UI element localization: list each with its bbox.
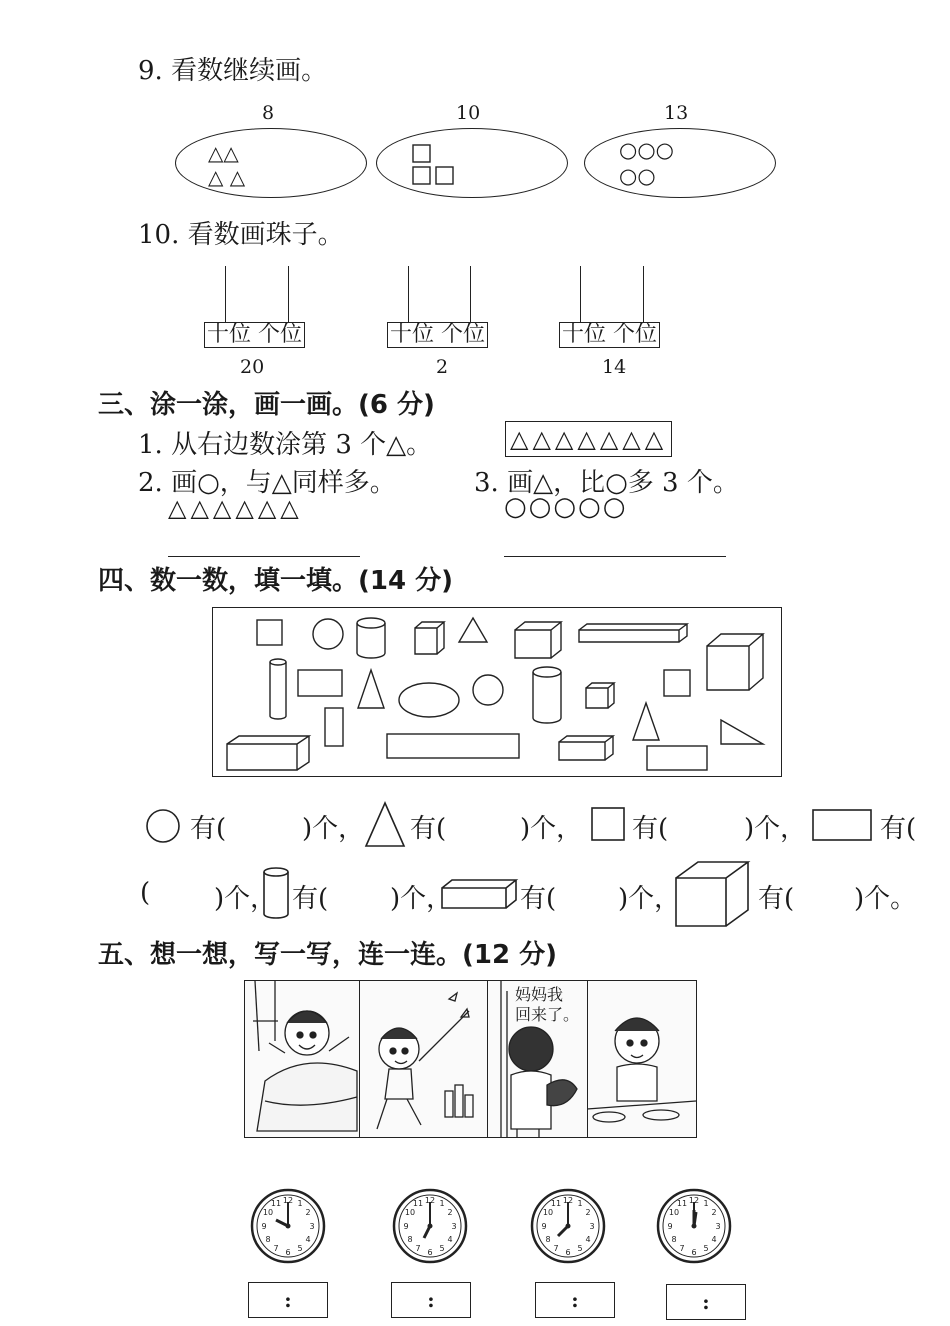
svg-text:11: 11 [676, 1199, 688, 1208]
square-count-blank[interactable] [674, 808, 744, 842]
svg-text:5: 5 [703, 1244, 709, 1253]
svg-text:3: 3 [589, 1222, 595, 1231]
svg-text:1: 1 [703, 1199, 709, 1208]
triangle-count-blank[interactable] [452, 808, 520, 842]
q9-squares-icon [411, 143, 461, 187]
q9-ellipse-2[interactable] [376, 128, 568, 198]
comic-panel-wake-up[interactable] [245, 981, 360, 1137]
svg-text:6: 6 [427, 1248, 433, 1257]
section3-item1: 1. 从右边数涂第 3 个△。 [138, 430, 433, 460]
svg-text:11: 11 [270, 1199, 282, 1208]
svg-text:7: 7 [679, 1244, 685, 1253]
svg-text:4: 4 [585, 1235, 591, 1244]
cuboid-shape-icon [440, 878, 520, 910]
svg-text:8: 8 [407, 1235, 413, 1244]
abacus-1-number: 20 [240, 356, 265, 378]
svg-text:3: 3 [309, 1222, 315, 1231]
time-answer-box-3[interactable]: : [535, 1282, 615, 1318]
svg-text:7: 7 [553, 1244, 559, 1253]
cuboid-count-prefix: 有( [520, 884, 557, 914]
rectangle-count-suffix: )个， [214, 884, 277, 914]
cylinder-count-suffix: )个， [390, 884, 453, 914]
svg-text:6: 6 [565, 1248, 571, 1257]
time-answer-box-1[interactable]: : [248, 1282, 328, 1318]
q9-ellipse-1[interactable] [175, 128, 367, 198]
q10-title: 10. 看数画珠子。 [138, 220, 344, 250]
q9-ellipse-3[interactable] [584, 128, 776, 198]
abacus-3-tens-rod[interactable] [580, 266, 581, 322]
circle-count-blank[interactable] [232, 808, 302, 842]
triangle-shape-icon [364, 800, 406, 848]
abacus-3-number: 14 [602, 356, 627, 378]
rectangle-count-blank[interactable] [156, 878, 214, 912]
circle-count-prefix: 有( [190, 814, 227, 844]
abacus-3-place-label: 十位 个位 [559, 322, 660, 348]
svg-text:2: 2 [585, 1208, 591, 1217]
cube-shape-icon [674, 860, 752, 928]
section3-triangle-box[interactable]: △△△△△△△ [505, 421, 672, 457]
rectangle-shape-icon [811, 808, 873, 842]
boy-walking-icon [359, 981, 487, 1137]
svg-text:5: 5 [577, 1244, 583, 1253]
svg-text:5: 5 [297, 1244, 303, 1253]
svg-text:12: 12 [688, 1196, 700, 1205]
svg-text:12: 12 [282, 1196, 294, 1205]
abacus-2-place-label: 十位 个位 [387, 322, 488, 348]
svg-text:10: 10 [404, 1208, 416, 1217]
cylinder-shape-icon [262, 866, 290, 920]
svg-text:8: 8 [671, 1235, 677, 1244]
abacus-1-ones-rod[interactable] [288, 266, 289, 322]
section5-title: 五、想一想，写一写，连一连。(12 分) [98, 940, 557, 970]
svg-text:4: 4 [447, 1235, 453, 1244]
svg-text:9: 9 [403, 1222, 409, 1231]
q9-number-1: 8 [262, 102, 275, 124]
abacus-2-ones-rod[interactable] [470, 266, 471, 322]
svg-text:9: 9 [261, 1222, 267, 1231]
svg-text:1: 1 [439, 1199, 445, 1208]
svg-text:5: 5 [439, 1244, 445, 1253]
svg-text:12: 12 [562, 1196, 574, 1205]
svg-text:4: 4 [305, 1235, 311, 1244]
comic-panel-home[interactable] [487, 981, 588, 1137]
svg-text:4: 4 [711, 1235, 717, 1244]
svg-text:10: 10 [262, 1208, 274, 1217]
svg-text:2: 2 [447, 1208, 453, 1217]
svg-text:1: 1 [577, 1199, 583, 1208]
rectangle-count-open: ( [140, 878, 151, 908]
shapes-picture-frame [212, 607, 782, 777]
circle-count-suffix: )个， [302, 814, 365, 844]
comic-panel-eating[interactable] [587, 981, 696, 1137]
svg-text:1: 1 [297, 1199, 303, 1208]
svg-text:11: 11 [412, 1199, 424, 1208]
svg-text:2: 2 [305, 1208, 311, 1217]
svg-text:3: 3 [715, 1222, 721, 1231]
svg-text:6: 6 [285, 1248, 291, 1257]
svg-text:10: 10 [668, 1208, 680, 1217]
svg-text:7: 7 [273, 1244, 279, 1253]
section3-title: 三、涂一涂，画一画。(6 分) [98, 390, 435, 420]
section3-answer-line-2[interactable] [504, 556, 726, 557]
cuboid-count-suffix: )个， [618, 884, 681, 914]
clock-4-icon [656, 1188, 732, 1264]
svg-text:12: 12 [424, 1196, 436, 1205]
q9-number-3: 13 [664, 102, 689, 124]
cuboid-count-blank[interactable] [562, 878, 618, 912]
boy-eating-icon [587, 981, 696, 1137]
section3-item3-circles: ○○○○○ [504, 492, 628, 522]
time-answer-box-2[interactable]: : [391, 1282, 471, 1318]
cylinder-count-prefix: 有( [292, 884, 329, 914]
speech-bubble-text: 妈妈我 回来了。 [515, 985, 580, 1024]
svg-text:9: 9 [667, 1222, 673, 1231]
cylinder-count-blank[interactable] [334, 878, 390, 912]
clock-1-icon [250, 1188, 326, 1264]
comic-panel-school[interactable] [359, 981, 488, 1137]
section4-title: 四、数一数，填一填。(14 分) [98, 566, 453, 596]
triangle-count-prefix: 有( [410, 814, 447, 844]
cube-count-blank[interactable] [800, 878, 854, 912]
svg-text:10: 10 [542, 1208, 554, 1217]
svg-text:8: 8 [265, 1235, 271, 1244]
section3-item2: 2. 画○，与△同样多。 [138, 468, 396, 498]
svg-text:9: 9 [541, 1222, 547, 1231]
svg-text:8: 8 [545, 1235, 551, 1244]
abacus-1-place-label: 十位 个位 [204, 322, 305, 348]
q9-circles: ○○○ ○○ [619, 138, 674, 188]
cube-count-prefix: 有( [758, 884, 795, 914]
svg-text:7: 7 [415, 1244, 421, 1253]
boy-waking-up-icon [245, 981, 359, 1137]
svg-text:11: 11 [550, 1199, 562, 1208]
svg-text:6: 6 [691, 1248, 697, 1257]
q9-number-2: 10 [456, 102, 481, 124]
comic-strip [244, 980, 697, 1138]
clock-3-icon [530, 1188, 606, 1264]
mixed-shapes-icon [213, 608, 781, 776]
circle-shape-icon [145, 808, 181, 844]
q9-triangles: △△ △ △ [208, 141, 246, 189]
square-count-suffix: )个， [744, 814, 807, 844]
clock-2-icon [392, 1188, 468, 1264]
svg-text:3: 3 [451, 1222, 457, 1231]
cube-count-suffix: )个。 [854, 884, 917, 914]
section3-item3: 3. 画△，比○多 3 个。 [474, 468, 739, 498]
square-shape-icon [590, 806, 626, 842]
abacus-3-ones-rod[interactable] [643, 266, 644, 322]
q9-title: 9. 看数继续画。 [138, 56, 328, 86]
section3-item2-triangles: △△△△△△ [168, 494, 303, 522]
triangle-count-suffix: )个， [520, 814, 583, 844]
abacus-2-tens-rod[interactable] [408, 266, 409, 322]
square-count-prefix: 有( [632, 814, 669, 844]
abacus-2-number: 2 [436, 356, 449, 378]
section3-answer-line-1[interactable] [168, 556, 360, 557]
abacus-1-tens-rod[interactable] [225, 266, 226, 322]
rectangle-count-prefix: 有( [880, 814, 917, 844]
time-answer-box-4[interactable]: : [666, 1284, 746, 1320]
svg-text:2: 2 [711, 1208, 717, 1217]
